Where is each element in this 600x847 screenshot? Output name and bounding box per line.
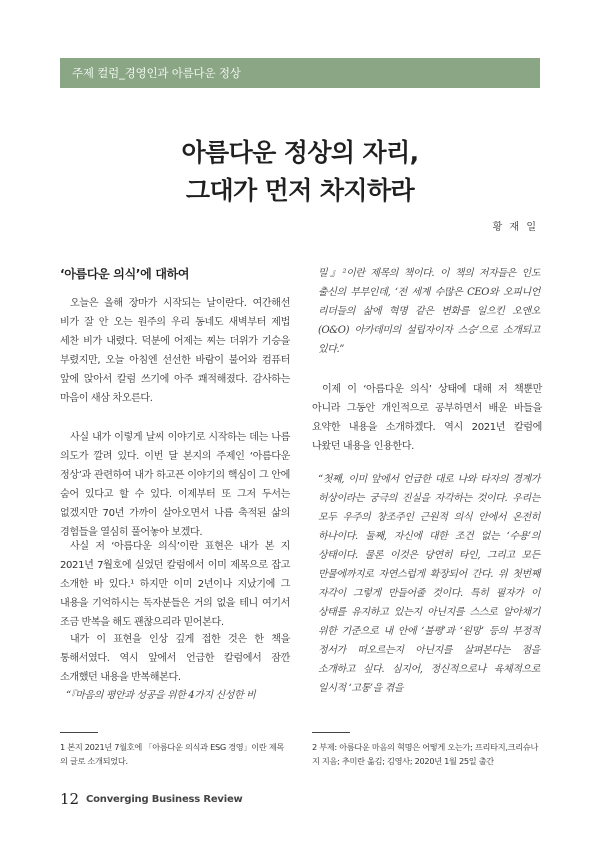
body-paragraph: 이제 이 ‘아름다운 의식’ 상태에 대해 저 책뿐만 아니라 그동안 개인적으로 공부하면서 배운 바들을 요약한 내용을 소개하겠다. 역시 2021년 칼럼에 나왔던 내용을 인용한다. bbox=[312, 384, 542, 452]
body-paragraph: 오늘은 올해 장마가 시작되는 날이란다. 여간해선 비가 잘 안 오는 원주의 우리 동네도 새벽부터 제법 세찬 비가 내렸다. 덕분에 어제는 찌는 더위가 기승을 부렸지만, 오늘 아침엔 선선한 바람이 불어와 컴퓨터 앞에 앉아서 칼럼 쓰기에 아주 쾌적해졌다. 감사하는 마음이 새삼 차오른다. bbox=[60, 298, 290, 404]
footnote: 1 본지 2021년 7월호에 「아름다운 의식과 ESG 경영」이란 제목의 글로 소개되었다. bbox=[60, 742, 285, 766]
body-paragraph: 내가 이 표현을 인상 깊게 접한 것은 한 책을 통해서였다. 역시 앞에서 언급한 칼럼에서 잠깐 소개했던 내용을 반복해본다. bbox=[60, 634, 290, 683]
footnote-rule bbox=[312, 732, 350, 733]
body-paragraph: 사실 내가 이렇게 날씨 이야기로 시작하는 데는 나름 의도가 깔려 있다. 이번 달 본지의 주제인 ‘아름다운 정상’과 관련하여 내가 하고픈 이야기의 핵심이 그 안에 숨어 있다고 할 수 있다. 이제부터 또 그저 두서는 없겠지만 70년 가까이 살아오면서 나름 축적된 삶의 경험들을 열심히 풀어놓아 보겠다. bbox=[60, 432, 290, 538]
article-title-line1: 아름다운 정상의 자리, bbox=[181, 138, 419, 167]
section-label: 주제 컬럼_경영인과 아름다운 정상 bbox=[72, 66, 241, 80]
section-header-bar bbox=[60, 58, 540, 88]
quote-block: “첫째, 이미 앞에서 언급한 대로 나와 타자의 경계가 허상이라는 궁극의 진실을 자각하는 것이다. 우리는 모두 우주의 창조주인 근원적 의식 안에서 온전히 하나이다. 둘째, 자신에 대한 조건 없는 ‘수용’의 상태이다. 물론 이것은 당연히 타인, 그리고 모든 만물에까지로 자연스럽게 확장되어 간다. 위 첫번째 자각이 그렇게 만들어줄 것이다. 특히 필자가 이 상태를 유지하고 있는지 아닌지를 스스로 알아채기 위한 기준으로 내 안에 ‘불평’과 ‘원망’ 등의 부정적 정서가 떠오르는지 아닌지를 살펴본다는 점을 소개하고 싶다. 심지어, 정신적으로나 육체적으로 일시적 ‘고통’을 겪을 bbox=[318, 474, 540, 694]
article-title-line2: 그대가 먼저 차지하라 bbox=[185, 176, 415, 205]
footnote: 2 부제: 아름다운 마음의 혁명은 어떻게 오는가; 프리타지,크리슈나지 지음; 추미란 옮김; 김영사; 2020년 1월 25일 출간 bbox=[312, 742, 539, 766]
body-paragraph: 사실 저 ‘아름다운 의식’이란 표현은 내가 본 지 2021년 7월호에 실었던 칼럼에서 이미 제목으로 잡고 소개한 바 있다.¹ 하지만 이미 2년이나 지났기에 그 내용을 기억하시는 독자분들은 거의 없을 테니 여기서 조금 반복을 해도 괜찮으리라 믿어본다. bbox=[60, 541, 290, 628]
page-number: 12 bbox=[60, 790, 80, 808]
article-title bbox=[0, 134, 600, 210]
quote-block: 밀』²이란 제목의 책이다. 이 책의 저자들은 인도 출신의 부부인데, ‘전 세계 수많은 CEO와 오피니언 리더들의 삶에 혁명 같은 변화를 일으킨 오앤오(O&O) 아카데미의 설립자이자 스승’으로 소개되고 있다.” bbox=[318, 268, 540, 355]
magazine-name: Converging Business Review bbox=[86, 794, 243, 805]
footnote-rule bbox=[60, 732, 98, 733]
quote-block: “『마음의 평안과 성공을 위한 4가지 신성한 비 bbox=[66, 690, 256, 701]
section-subheading: ‘아름다운 의식’에 대하여 bbox=[60, 267, 190, 281]
author-name: 황 재 일 bbox=[492, 222, 538, 233]
